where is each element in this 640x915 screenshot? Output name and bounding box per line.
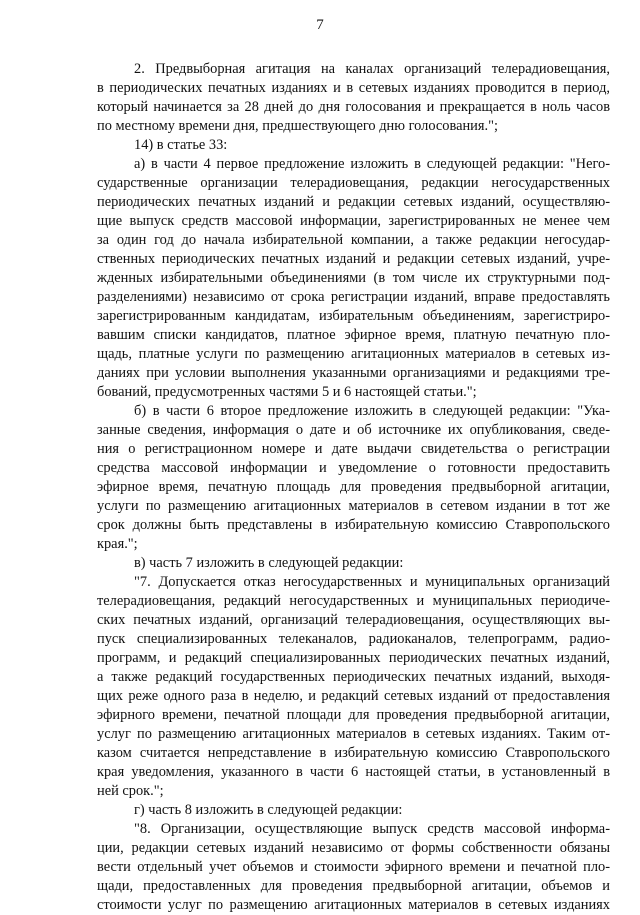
- text-line: телерадиовещания, редакций негосударственных и муниципальных периодиче-: [97, 593, 610, 609]
- text-line: эфирного времени, печатной площади для проведения предвыборной агитации,: [97, 707, 610, 723]
- text-line: занные сведения, информация о дате и об источнике их опубликования, сведе-: [97, 422, 610, 438]
- text-line: ских печатных изданий, организаций телерадиовещания, осуществляющих вы-: [97, 612, 610, 628]
- text-line: ции, редакции сетевых изданий независимо от формы собственности обязаны: [97, 840, 610, 856]
- text-line: даниях при условии выполнения указанными организациями и редакциями тре-: [97, 365, 610, 381]
- text-line: щадь, платные услуги по размещению агитационных материалов в сетевых из-: [97, 346, 610, 362]
- text-line: ственных периодических печатных изданий и редакции сетевых изданий, учре-: [97, 251, 610, 267]
- text-line: а) в части 4 первое предложение изложить в следующей редакции: "Него-: [134, 156, 610, 172]
- text-line: программ, и редакций специализированных периодических печатных изданий,: [97, 650, 610, 666]
- text-line: вести отдельный учет объемов и стоимости эфирного времени и печатной пло-: [97, 859, 610, 875]
- text-line: 14) в статье 33:: [134, 137, 228, 153]
- text-line: эфирное время, печатную площадь для проведения предвыборной агитации,: [97, 479, 610, 495]
- text-line: ней срок.";: [97, 783, 164, 799]
- text-line: пуск специализированных телеканалов, радиоканалов, телепрограмм, радио-: [97, 631, 610, 647]
- text-line: за один год до начала избирательной компании, а также редакции негосудар-: [97, 232, 610, 248]
- text-line: который начинается за 28 дней до дня голосования и прекращается в ноль часов: [97, 99, 610, 115]
- text-line: а также редакций государственных периодических печатных изданий, выходя-: [97, 669, 610, 685]
- text-line: щих реже одного раза в неделю, и редакций сетевых изданий от предоставления: [97, 688, 610, 704]
- text-line: б) в части 6 второе предложение изложить в следующей редакции: "Ука-: [134, 403, 610, 419]
- text-line: услуг по размещению агитационных материалов в сетевых изданиях. Таким от-: [97, 726, 610, 742]
- text-line: средства массовой информации и уведомление о готовности предоставить: [97, 460, 610, 476]
- document-body: [97, 60, 610, 915]
- text-line: периодических печатных изданий и редакции сетевых изданий, осуществляю-: [97, 194, 610, 210]
- text-line: стоимости услуг по размещению агитационных материалов в сетевых изданиях: [97, 897, 610, 913]
- text-line: по местному времени дня, предшествующего дню голосования.";: [97, 118, 498, 134]
- text-line: жденных избирательными объединениями (в том числе их структурными под-: [97, 270, 610, 286]
- text-line: в периодических печатных изданиях и в сетевых изданиях проводится в период,: [97, 80, 610, 96]
- text-line: щади, предоставленных для проведения предвыборной агитации, объемов и: [97, 878, 610, 894]
- text-line: разделениями) независимо от срока регистрации изданий, вправе предоставлять: [97, 289, 610, 305]
- text-line: вавшим списки кандидатов, платное эфирное время, платную печатную пло-: [97, 327, 610, 343]
- text-line: г) часть 8 изложить в следующей редакции:: [134, 802, 403, 818]
- text-line: 2. Предвыборная агитация на каналах организаций телерадиовещания,: [134, 61, 610, 77]
- text-line: щие выпуск средств массовой информации, зарегистрированных не менее чем: [97, 213, 610, 229]
- text-line: "8. Организации, осуществляющие выпуск средств массовой информа-: [134, 821, 610, 837]
- text-line: "7. Допускается отказ негосударственных и муниципальных организаций: [134, 574, 610, 590]
- text-line: срок должны быть представлены в избирательную комиссию Ставропольского: [97, 517, 610, 533]
- text-line: зарегистрированным кандидатам, избирательным объединениям, зарегистриро-: [97, 308, 610, 324]
- text-line: края уведомления, указанного в части 6 настоящей статьи, в установленный в: [97, 764, 610, 780]
- text-line: края.";: [97, 536, 138, 552]
- text-line: бований, предусмотренных частями 5 и 6 настоящей статьи.";: [97, 384, 477, 400]
- text-line: услуги по размещению агитационных материалов в сетевом издании в тот же: [97, 498, 610, 514]
- page-number: 7: [316, 17, 324, 33]
- text-line: казом считается непредставление в избирательную комиссию Ставропольского: [97, 745, 610, 761]
- text-line: в) часть 7 изложить в следующей редакции:: [134, 555, 404, 571]
- text-line: ния о регистрационном номере и дате выдачи свидетельства о регистрации: [97, 441, 610, 457]
- text-line: сударственные организации телерадиовещания, редакции негосударственных: [97, 175, 610, 191]
